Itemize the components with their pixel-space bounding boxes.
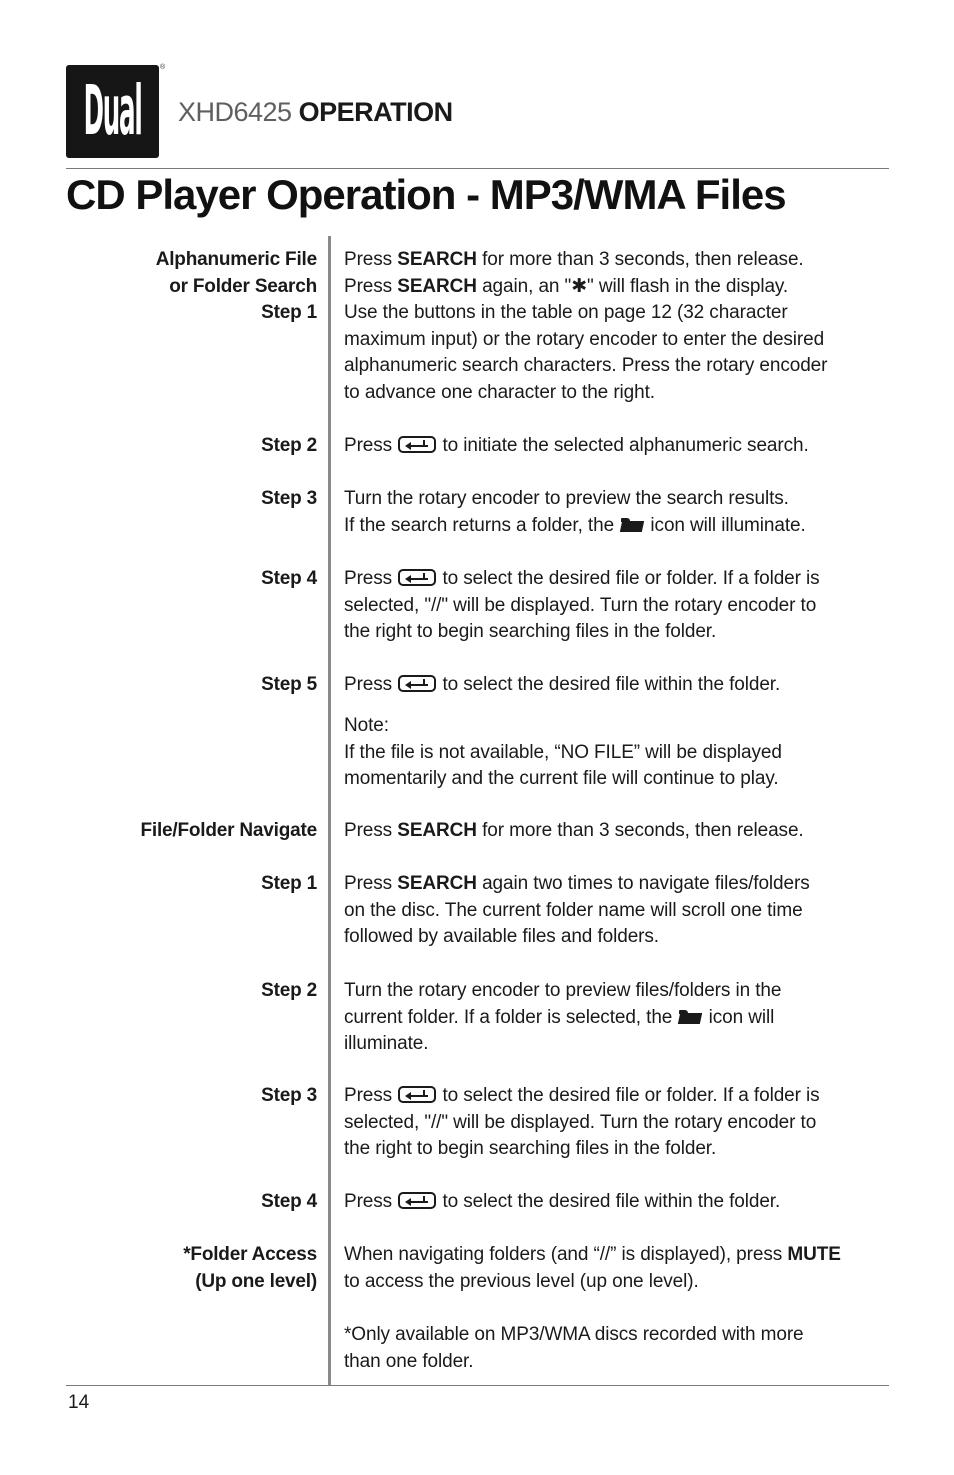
page-number: 14: [68, 1392, 90, 1413]
nav-step1-text: Press SEARCH again two times to navigate files/folders on the disc. The current folder name will scroll one time followed by available files and folders.: [344, 873, 810, 947]
section-name: OPERATION: [298, 97, 453, 127]
alpha-step4-text: Press to select the desired file or folder. If a folder is selected, "//" will be displayed. Turn the rotary encoder to the right to begin searching files in the folder.: [344, 568, 820, 642]
dual-logo: [66, 65, 159, 158]
step-label: Step 4: [261, 568, 317, 589]
step-label: Step 1: [261, 302, 317, 323]
alpha-step3-text: Turn the rotary encoder to preview the search results. If the search returns a folder, the icon will illuminate.: [344, 488, 806, 536]
step-label: Step 3: [261, 488, 317, 509]
enter-button-icon: [398, 675, 436, 692]
label-line: or Folder Search: [169, 275, 317, 297]
bottom-rule: [66, 1385, 889, 1386]
search-key: SEARCH: [397, 820, 477, 841]
folder-icon: [621, 518, 643, 532]
top-rule: [66, 168, 889, 169]
folder-icon: [679, 1010, 701, 1024]
alpha-search-label: [156, 247, 317, 327]
step-label: Step 2: [261, 980, 317, 1001]
note-text: Note: If the file is not available, “NO FILE” will be displayed momentarily and the current file will continue to play.: [344, 715, 782, 789]
step-label: Step 5: [261, 674, 317, 695]
step-label: Step 3: [261, 1085, 317, 1106]
folder-access-label: [183, 1242, 317, 1295]
enter-button-icon: [398, 1086, 436, 1103]
footnote-text: *Only available on MP3/WMA discs recorded with more than one folder.: [344, 1324, 804, 1372]
enter-button-icon: [398, 569, 436, 586]
search-key: SEARCH: [397, 249, 477, 270]
enter-button-icon: [398, 1192, 436, 1209]
mute-key: MUTE: [787, 1244, 841, 1265]
section-header: [178, 97, 453, 128]
search-key: SEARCH: [397, 275, 477, 297]
nav-step4-text: Press to select the desired file within the folder.: [344, 1191, 781, 1212]
alpha-step1-text: Press SEARCH for more than 3 seconds, then release. Press SEARCH again, an "✱" will flash in the display. Use the buttons in the table on page 12 (32 character maximum input) or the rotary encoder to enter the desired alphanumeric search characters. Press the rotary encoder to advance one character to the right.: [344, 249, 828, 403]
folder-access-text: When navigating folders (and “//” is displayed), press MUTE to access the previous level (up one level).: [344, 1244, 841, 1292]
logo-text: Dual: [83, 71, 142, 152]
nav-step2-text: Turn the rotary encoder to preview files/folders in the current folder. If a folder is selected, the icon will illuminate.: [344, 980, 782, 1054]
alpha-step5-text: Press to select the desired file within the folder.: [344, 674, 781, 695]
page-title: CD Player Operation - MP3/WMA Files: [66, 171, 786, 218]
nav-intro-text: Press SEARCH for more than 3 seconds, then release.: [344, 820, 804, 841]
step-label: Step 1: [261, 873, 317, 894]
registered-mark: ®: [160, 64, 166, 71]
alpha-step2-text: Press to initiate the selected alphanumeric search.: [344, 435, 809, 456]
nav-step3-text: Press to select the desired file or folder. If a folder is selected, "//" will be displayed. Turn the rotary encoder to the right to begin searching files in the folder.: [344, 1085, 820, 1159]
label-line: (Up one level): [195, 1270, 317, 1292]
label-line: Alphanumeric File: [155, 249, 317, 270]
step-label: Step 4: [261, 1191, 317, 1212]
search-key: SEARCH: [397, 873, 477, 894]
label-line: *Folder Access: [183, 1244, 317, 1265]
column-divider: [328, 236, 331, 1386]
enter-button-icon: [398, 436, 436, 453]
step-label: Step 2: [261, 435, 317, 456]
file-folder-navigate-label: File/Folder Navigate: [140, 820, 317, 841]
model-number: XHD6425: [178, 97, 292, 127]
